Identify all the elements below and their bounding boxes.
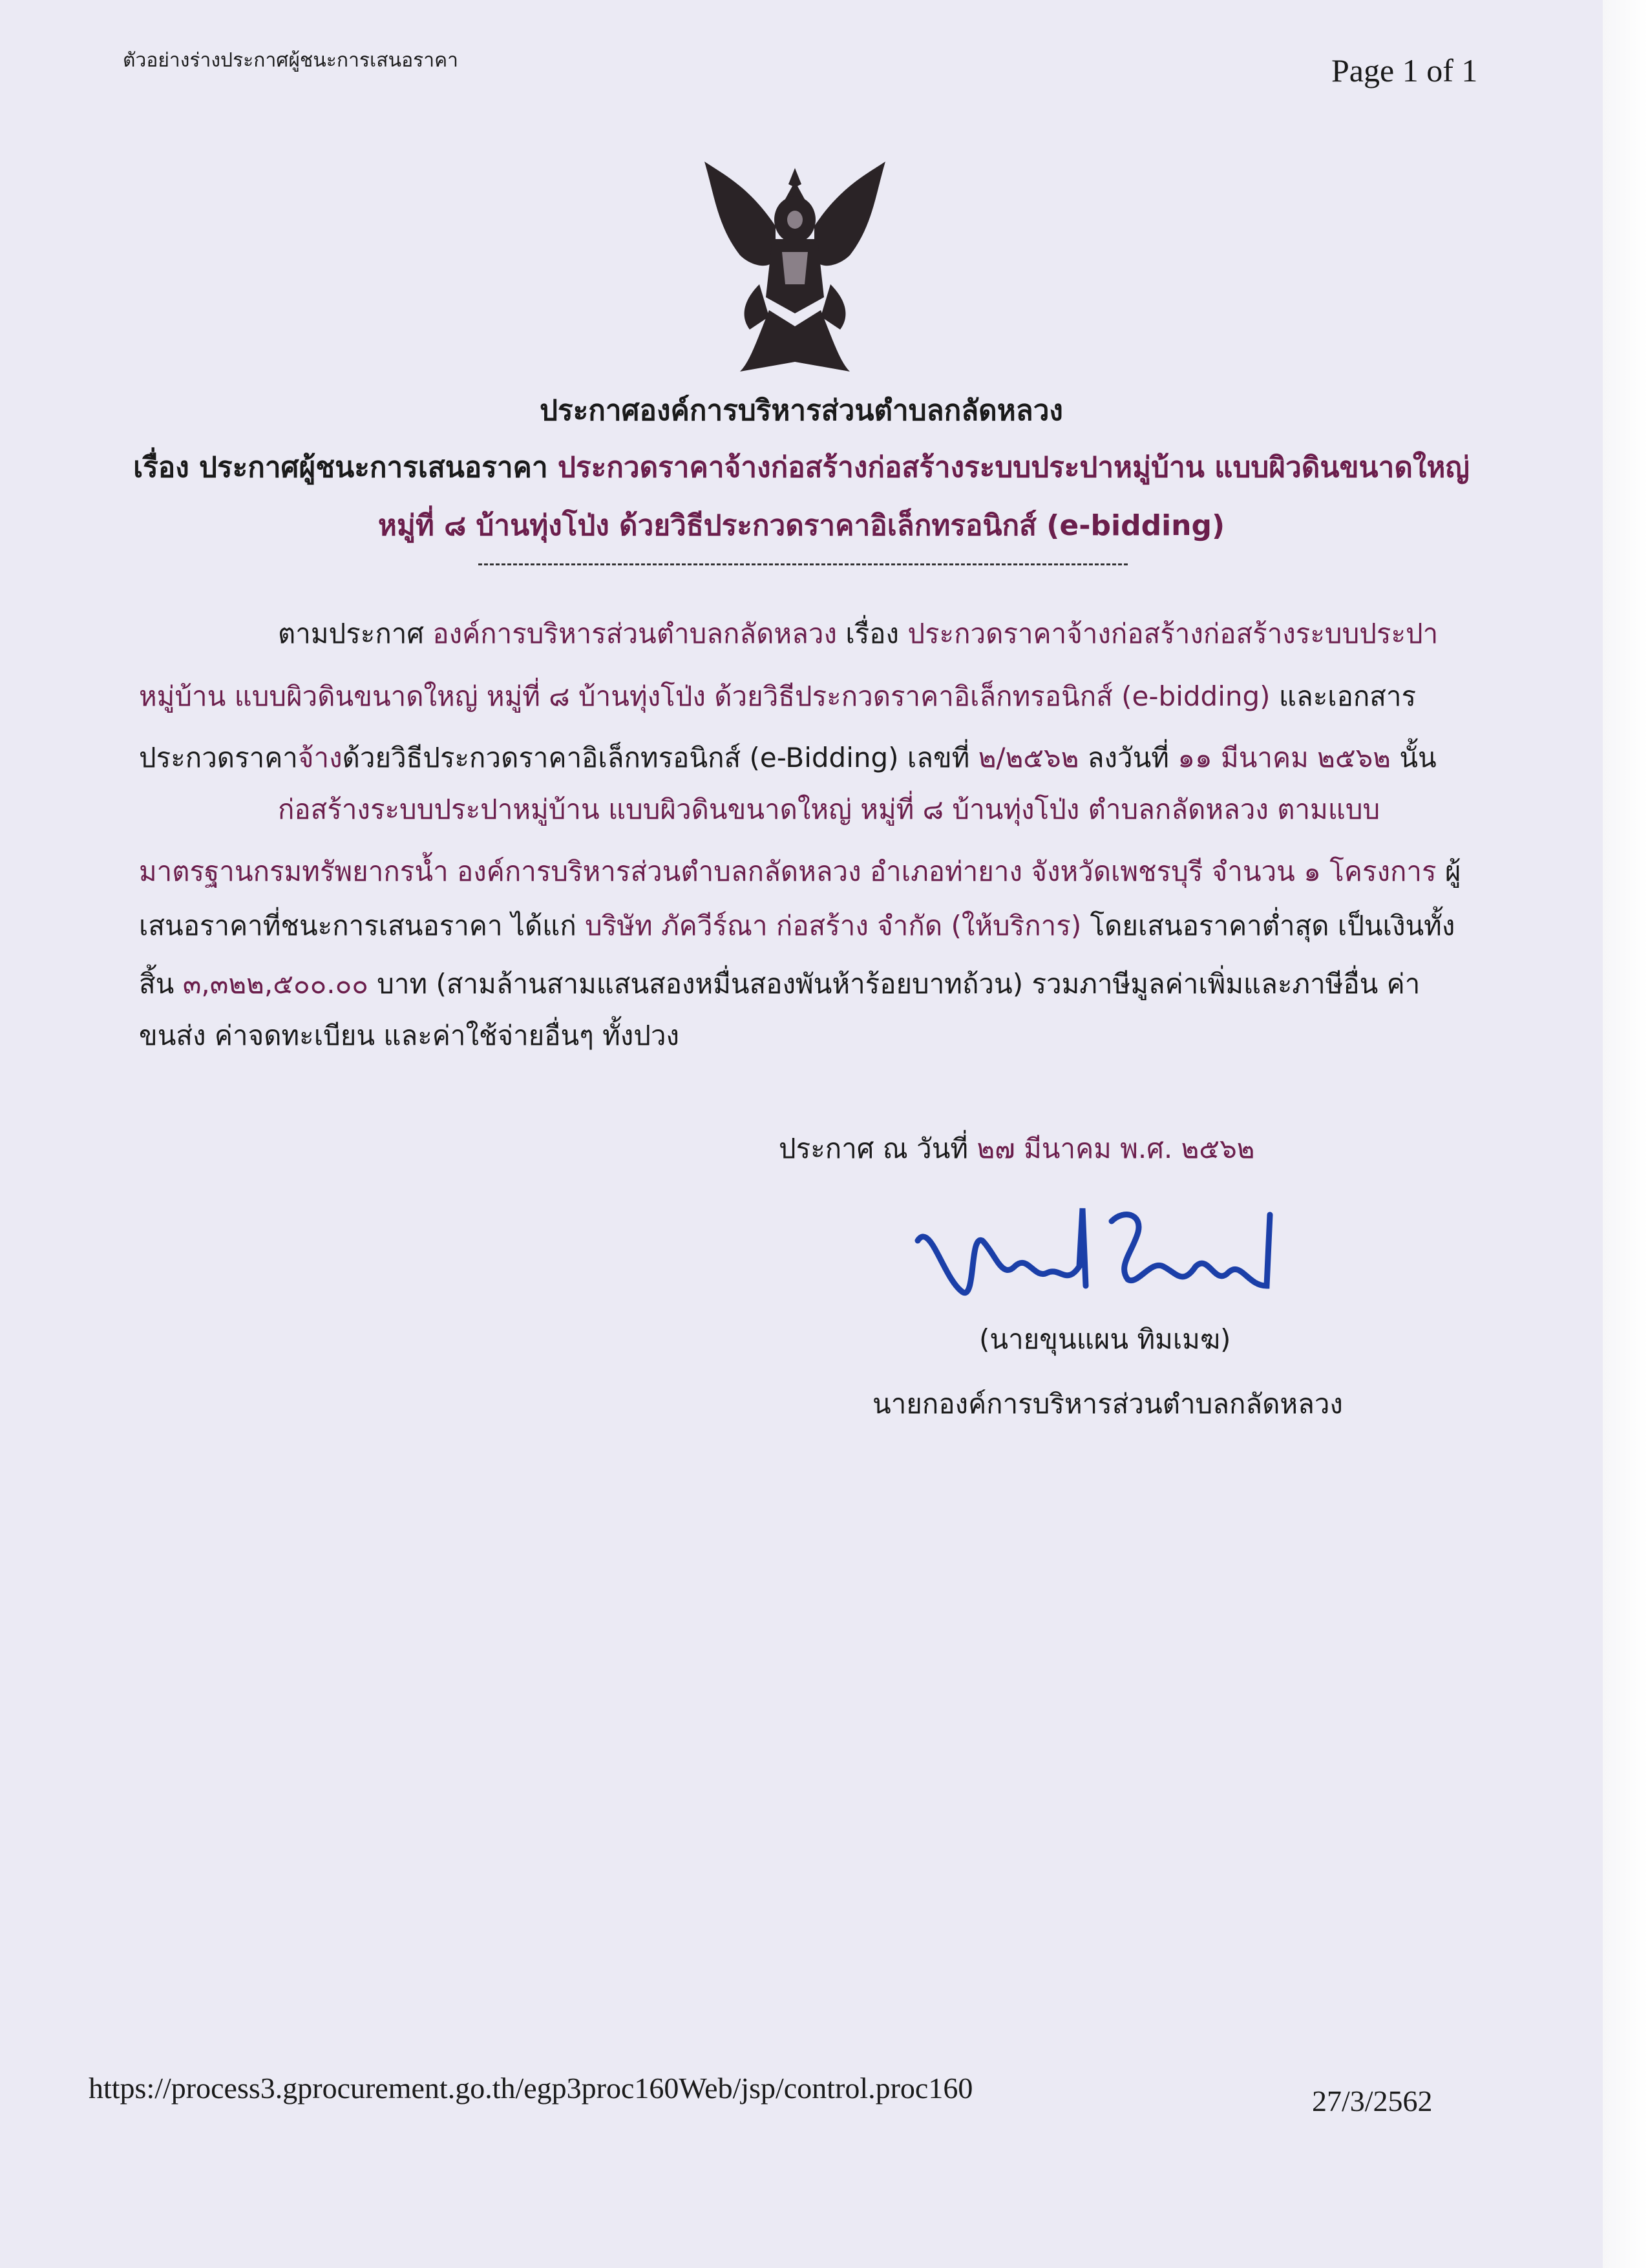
body-line-5: มาตรฐานกรมทรัพยากรน้ำ องค์การบริหารส่วนตำบลกลัดหลวง อำเภอท่ายาง จังหวัดเพชรบุรี จำนวน ๑ โครงการ ผู้ <box>139 856 1461 887</box>
garuda-emblem-icon <box>679 149 911 381</box>
body-line-4: ก่อสร้างระบบประปาหมู่บ้าน แบบผิวดินขนาดใหญ่ หมู่ที่ ๘ บ้านทุ่งโป่ง ตำบลกลัดหลวง ตามแบบ <box>278 793 1380 825</box>
body-line-1: ตามประกาศ องค์การบริหารส่วนตำบลกลัดหลวง เรื่อง ประกวดราคาจ้างก่อสร้างก่อสร้างระบบประปา <box>278 618 1439 649</box>
header-note: ตัวอย่างร่างประกาศผู้ชนะการเสนอราคา <box>123 49 458 72</box>
body-line-8: ขนส่ง ค่าจดทะเบียน และค่าใช้จ่ายอื่นๆ ทั้งปวง <box>139 1020 680 1051</box>
page-edge <box>1603 0 1648 2268</box>
signatory-position: นายกองค์การบริหารส่วนตำบลกลัดหลวง <box>872 1388 1343 1420</box>
footer-date: 27/3/2562 <box>1312 2084 1433 2117</box>
body-line-3: ประกวดราคาจ้างด้วยวิธีประกวดราคาอิเล็กทรอนิกส์ (e-Bidding) เลขที่ ๒/๒๕๖๒ ลงวันที่ ๑๑ มีนาคม ๒๕๖๒ นั้น <box>139 742 1437 773</box>
signature-image <box>905 1195 1280 1312</box>
footer-url: https://process3.gprocurement.go.th/egp3proc160Web/jsp/control.proc160 <box>89 2072 973 2105</box>
subject-prefix: เรื่อง ประกาศผู้ชนะการเสนอราคา <box>133 451 548 484</box>
dashed-divider <box>478 563 1128 565</box>
signatory-name: (นายขุนแผน ทิมเมฆ) <box>979 1323 1231 1355</box>
body-line-6: เสนอราคาที่ชนะการเสนอราคา ได้แก่ บริษัท ภัควีร์ณา ก่อสร้าง จำกัด (ให้บริการ) โดยเสนอราคาต่ำสุด เป็นเงินทั้ง <box>139 910 1455 941</box>
subject-detail: ประกวดราคาจ้างก่อสร้างก่อสร้างระบบประปาหมู่บ้าน แบบผิวดินขนาดใหญ่ <box>558 451 1470 484</box>
announcement-title: ประกาศองค์การบริหารส่วนตำบลกลัดหลวง <box>540 394 1063 427</box>
body-line-2: หมู่บ้าน แบบผิวดินขนาดใหญ่ หมู่ที่ ๘ บ้านทุ่งโป่ง ด้วยวิธีประกวดราคาอิเล็กทรอนิกส์ (e-bidding) และเอกสาร <box>139 680 1417 712</box>
subject-detail-line2: หมู่ที่ ๘ บ้านทุ่งโป่ง ด้วยวิธีประกวดราคาอิเล็กทรอนิกส์ (e-bidding) <box>377 509 1225 542</box>
announcement-date: ประกาศ ณ วันที่ ๒๗ มีนาคม พ.ศ. ๒๕๖๒ <box>779 1133 1255 1164</box>
body-line-7: สิ้น ๓,๓๒๒,๕๐๐.๐๐ บาท (สามล้านสามแสนสองหมื่นสองพันห้าร้อยบาทถ้วน) รวมภาษีมูลค่าเพิ่มและภาษีอื่น ค่า <box>139 968 1421 1000</box>
announcement-subject <box>0 445 1603 490</box>
page-number: Page 1 of 1 <box>1331 52 1478 89</box>
